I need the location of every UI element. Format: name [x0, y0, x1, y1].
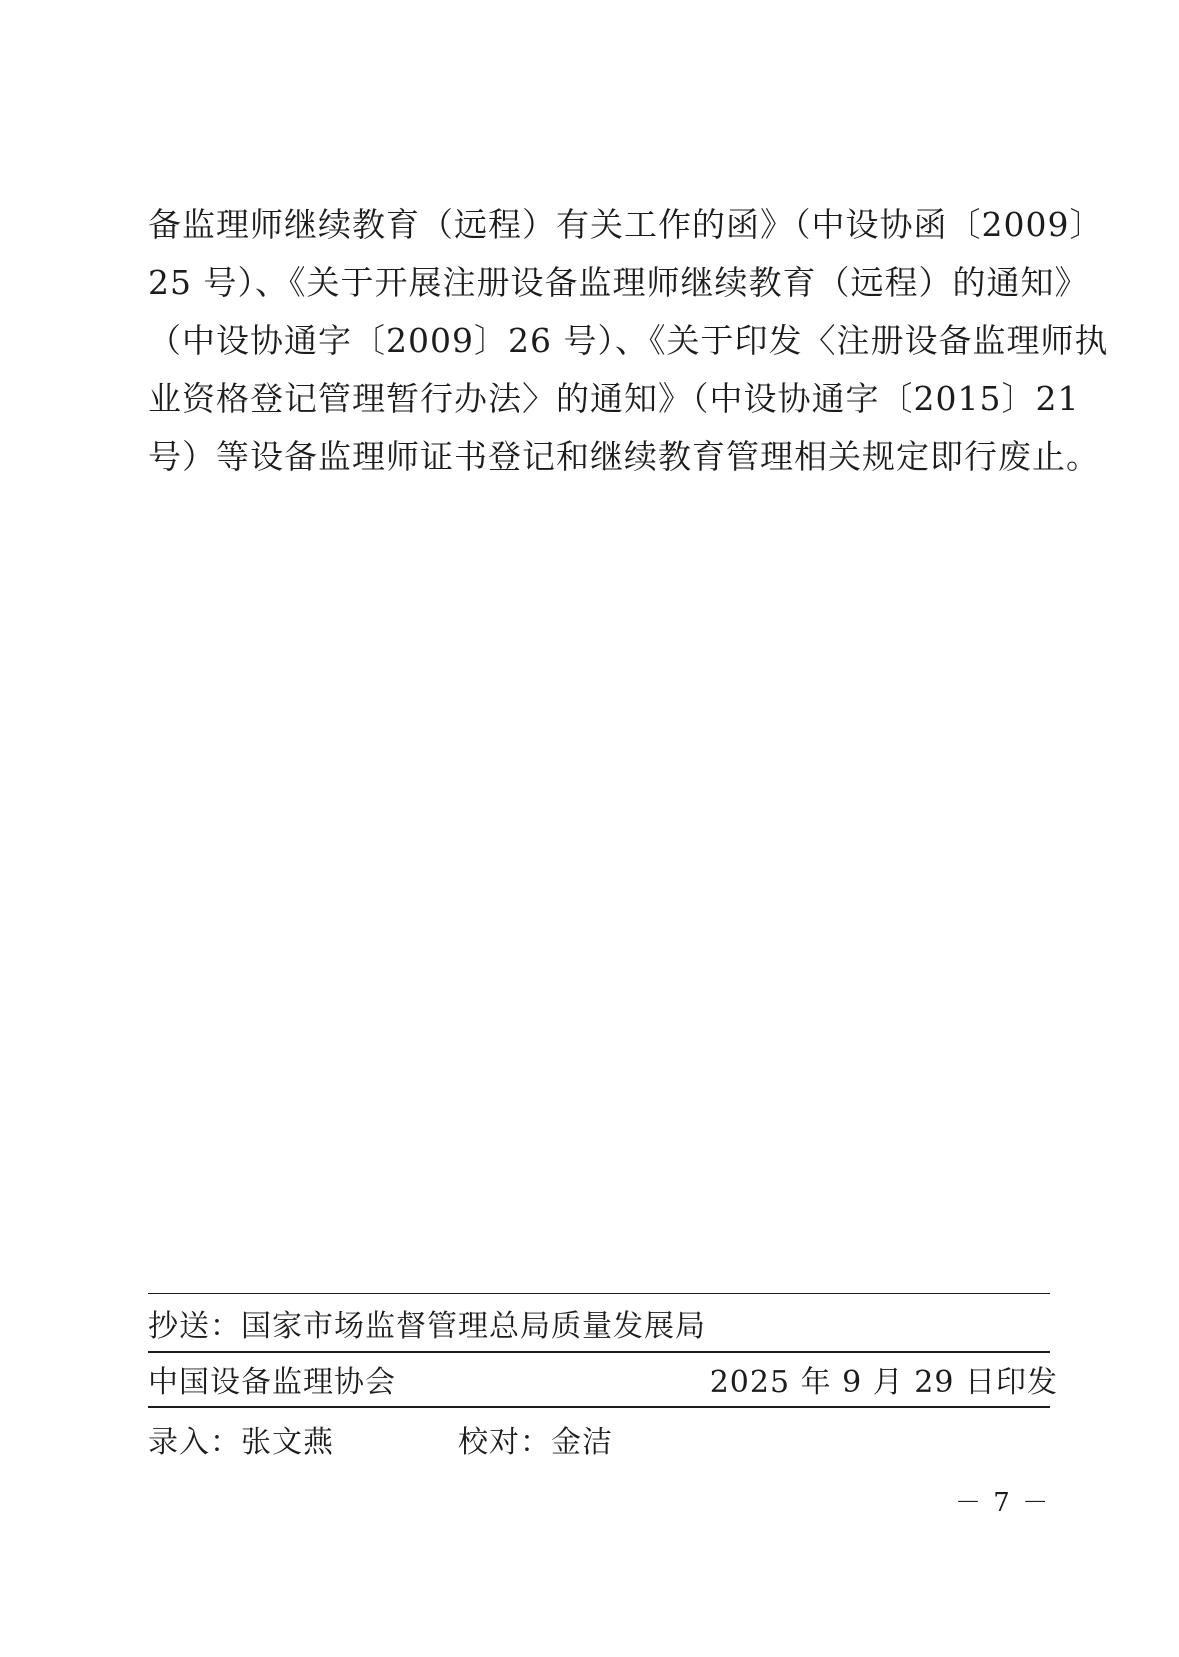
proof-label: 校对： — [458, 1425, 551, 1460]
entry-line — [148, 1423, 1058, 1463]
entry-label: 录入： — [148, 1425, 241, 1460]
issuer-line — [148, 1363, 1058, 1403]
entry-name: 张文燕 — [241, 1425, 334, 1460]
proofreader — [458, 1423, 613, 1463]
issue-date: 2025 年 9 月 29 日印发 — [709, 1365, 1058, 1400]
body-line: 号）等设备监理师证书登记和继续教育管理相关规定即行废止。 — [148, 437, 1100, 476]
body-line: 备监理师继续教育（远程）有关工作的函》（中设协函〔2009〕 — [148, 205, 1104, 244]
cc-line — [148, 1307, 1058, 1347]
issuer-name: 中国设备监理协会 — [148, 1365, 396, 1400]
body-line: （中设协通字〔2009〕26 号）、《关于印发〈注册设备监理师执 — [148, 321, 1109, 360]
body-line: 25 号）、《关于开展注册设备监理师继续教育（远程）的通知》 — [148, 263, 1089, 302]
footer-top-divider — [148, 1293, 1050, 1294]
page-number: － 7 － — [955, 1488, 1051, 1518]
cc-recipient: 国家市场监督管理总局质量发展局 — [241, 1309, 706, 1344]
footer-bottom-divider — [148, 1406, 1050, 1408]
footer-divider — [148, 1351, 1050, 1353]
body-text — [148, 196, 1109, 486]
cc-label: 抄送： — [148, 1309, 241, 1344]
body-line: 业资格登记管理暂行办法〉的通知》（中设协通字〔2015〕21 — [148, 379, 1080, 418]
proof-name: 金洁 — [551, 1425, 613, 1460]
